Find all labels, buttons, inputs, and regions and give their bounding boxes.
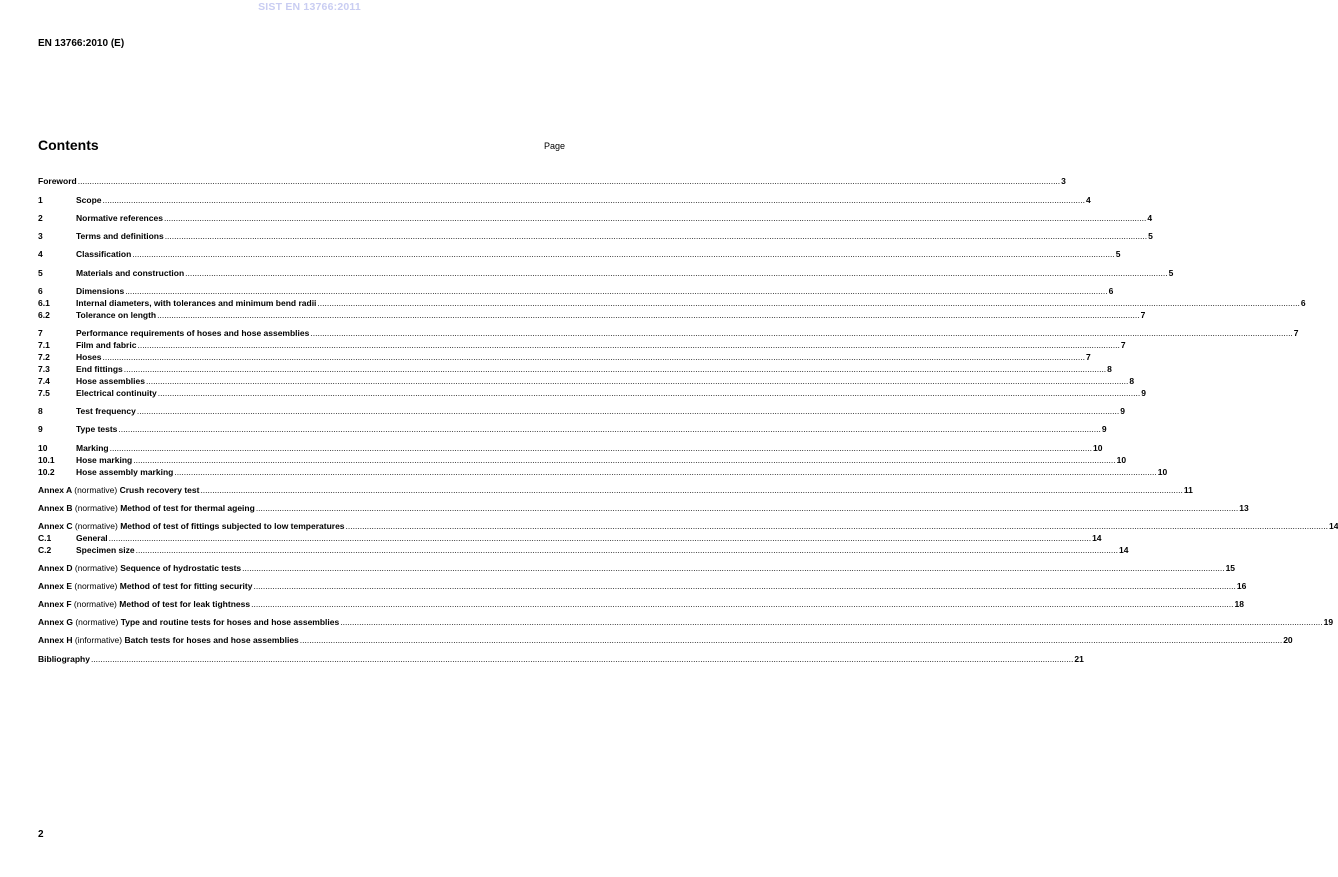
annex-type: (normative) <box>75 617 119 627</box>
annex-type: (normative) <box>74 485 118 495</box>
toc-entry-number: 3 <box>38 231 43 241</box>
dot-leader <box>157 310 1139 321</box>
dot-leader <box>133 455 1115 466</box>
toc-entry-number: 2 <box>38 213 43 223</box>
annex-label: Annex D <box>38 563 73 573</box>
toc-entry-page: 14 <box>1328 521 1338 531</box>
toc-entry-number: 7.3 <box>38 364 50 374</box>
toc-entry-number: 10.1 <box>38 455 55 465</box>
toc-entry-page: 10 <box>1093 443 1103 453</box>
dot-leader <box>136 545 1118 556</box>
toc-entry-page: 7 <box>1293 328 1299 338</box>
toc-entry[interactable] <box>38 340 1126 351</box>
dot-leader <box>146 376 1128 387</box>
annex-type: (normative) <box>74 503 118 513</box>
toc-entry-number: 1 <box>38 195 43 205</box>
toc-entry[interactable] <box>38 286 1114 297</box>
annex-title: Type and routine tests for hoses and hose assemblies <box>120 617 340 627</box>
annex-type: (normative) <box>74 581 118 591</box>
dot-leader <box>132 249 1114 260</box>
dot-leader <box>300 635 1282 646</box>
toc-entry-title <box>38 635 299 646</box>
toc-entry[interactable] <box>38 298 1306 309</box>
toc-entry-title: Hose assemblies <box>76 376 145 386</box>
toc-entry-title: Specimen size <box>76 545 135 555</box>
dot-leader <box>109 533 1091 544</box>
dot-leader <box>200 485 1182 496</box>
toc-entry-title <box>38 599 250 610</box>
toc-entry-page: 3 <box>1061 176 1066 186</box>
toc-entry-page: 10 <box>1116 455 1127 465</box>
toc-entry-title: Tolerance on length <box>76 310 157 320</box>
annex-label: Annex B <box>38 503 73 513</box>
toc-entry-page: 5 <box>1148 231 1153 241</box>
toc-entry-page: 9 <box>1141 388 1146 398</box>
toc-entry-page: 7 <box>1085 352 1091 362</box>
page-number: 2 <box>38 829 44 840</box>
toc-entry-title: General <box>76 533 108 543</box>
annex-title: Sequence of hydrostatic tests <box>120 563 242 573</box>
toc-entry[interactable] <box>38 545 1129 556</box>
toc-entry-title <box>38 485 199 496</box>
annex-type: (informative) <box>74 635 123 645</box>
dot-leader <box>137 340 1119 351</box>
annex-label: Annex F <box>38 599 72 609</box>
toc-entry-page: 20 <box>1283 635 1293 645</box>
toc-entry-page: 13 <box>1239 503 1249 513</box>
toc-entry[interactable] <box>38 485 1193 496</box>
toc-entry-title: Performance requirements of hoses and hose assemblies <box>76 328 310 338</box>
toc-entry-number: 7.2 <box>38 352 50 362</box>
dot-leader <box>253 581 1235 592</box>
toc-entry-title <box>38 563 241 574</box>
toc-entry[interactable] <box>38 231 1153 242</box>
toc-entry[interactable] <box>38 455 1127 466</box>
toc-entry-number: 8 <box>38 406 43 416</box>
dot-leader <box>251 599 1233 610</box>
toc-entry[interactable] <box>38 328 1299 339</box>
annex-label: Annex H <box>38 635 73 645</box>
toc-entry-title: Foreword <box>38 176 77 186</box>
toc-entry-number: 5 <box>38 268 43 278</box>
toc-entry-number: 7 <box>38 328 43 338</box>
toc-entry[interactable] <box>38 533 1102 544</box>
toc-entry-page: 14 <box>1119 545 1129 555</box>
dot-leader <box>124 364 1106 375</box>
dot-leader <box>185 268 1167 279</box>
dot-leader <box>125 286 1107 297</box>
toc-entry-page: 6 <box>1300 298 1306 308</box>
toc-entry-page: 4 <box>1147 213 1153 223</box>
toc-entry-title: Normative references <box>76 213 163 223</box>
toc-entry[interactable] <box>38 310 1146 321</box>
dot-leader <box>165 231 1147 242</box>
toc-entry-number: 10 <box>38 443 48 453</box>
annex-title: Method of test for fitting security <box>119 581 253 591</box>
toc-entry[interactable] <box>38 195 1091 206</box>
toc-entry[interactable] <box>38 563 1236 574</box>
toc-entry[interactable] <box>38 503 1249 514</box>
toc-entry-title: Electrical continuity <box>76 388 157 398</box>
toc-entry[interactable] <box>38 581 1247 592</box>
toc-entry-page: 8 <box>1129 376 1135 386</box>
dot-leader <box>110 443 1092 454</box>
dot-leader <box>158 388 1140 399</box>
toc-entry-title: Film and fabric <box>76 340 137 350</box>
toc-entry-page: 7 <box>1120 340 1126 350</box>
toc-entry[interactable] <box>38 388 1146 399</box>
toc-entry-title: Internal diameters, with tolerances and minimum bend radii <box>76 298 317 308</box>
toc-entry-title <box>38 503 255 514</box>
toc-entry-title <box>38 617 339 628</box>
page-column-label: Page <box>544 141 566 151</box>
toc-entry-number: 10.2 <box>38 467 55 477</box>
toc-entry-number: C.2 <box>38 545 52 555</box>
dot-leader <box>137 406 1119 417</box>
annex-title: Method of test for thermal ageing <box>120 503 255 513</box>
toc-entry-page: 5 <box>1168 268 1174 278</box>
toc-entry[interactable] <box>38 617 1334 628</box>
annex-label: Annex A <box>38 485 72 495</box>
dot-leader <box>118 424 1100 435</box>
toc-entry[interactable] <box>38 268 1174 279</box>
toc-entry[interactable] <box>38 406 1125 417</box>
toc-entry-page: 19 <box>1323 617 1334 627</box>
annex-label: Annex G <box>38 617 73 627</box>
toc-entry-number: 6.1 <box>38 298 50 308</box>
dot-leader <box>346 521 1328 532</box>
toc-entry[interactable] <box>38 352 1091 363</box>
toc-entry[interactable] <box>38 376 1135 387</box>
toc-entry-title: Hoses <box>76 352 102 362</box>
dot-leader <box>164 213 1146 224</box>
toc-entry[interactable] <box>38 521 1338 532</box>
toc-entry-title: Bibliography <box>38 654 90 664</box>
toc-entry-page: 8 <box>1107 364 1112 374</box>
dot-leader <box>310 328 1292 339</box>
annex-title: Crush recovery test <box>119 485 200 495</box>
toc-entry-page: 21 <box>1074 654 1084 664</box>
toc-entry-title: Test frequency <box>76 406 136 416</box>
dot-leader <box>317 298 1299 309</box>
toc-entry[interactable] <box>38 635 1293 646</box>
toc-entry-title: Hose marking <box>76 455 133 465</box>
document-id: EN 13766:2010 (E) <box>38 38 125 49</box>
toc-entry-page: 5 <box>1115 249 1121 259</box>
dot-leader <box>103 195 1085 206</box>
toc-entry-page: 6 <box>1108 286 1114 296</box>
toc-entry-number: 7.5 <box>38 388 50 398</box>
toc-entry-page: 9 <box>1101 424 1107 434</box>
annex-title: Method of test of fittings subjected to low temperatures <box>120 521 345 531</box>
toc-entry-title: Dimensions <box>76 286 125 296</box>
dot-leader <box>78 176 1060 187</box>
toc-entry[interactable] <box>38 443 1103 454</box>
toc-entry[interactable] <box>38 213 1153 224</box>
toc-entry-title: Classification <box>76 249 132 259</box>
toc-entry-number: 7.1 <box>38 340 50 350</box>
toc-entry-title: Terms and definitions <box>76 231 164 241</box>
toc-entry-number: 6 <box>38 286 43 296</box>
toc-entry-page: 16 <box>1236 581 1247 591</box>
dot-leader <box>174 467 1156 478</box>
dot-leader <box>242 563 1224 574</box>
toc-entry[interactable] <box>38 599 1244 610</box>
toc-entry-page: 4 <box>1085 195 1091 205</box>
toc-entry-title: Marking <box>76 443 109 453</box>
annex-type: (normative) <box>73 599 117 609</box>
toc-entry[interactable] <box>38 176 1066 187</box>
toc-entry-page: 18 <box>1234 599 1244 609</box>
annex-title: Batch tests for hoses and hose assemblies <box>124 635 299 645</box>
annex-title: Method of test for leak tightness <box>119 599 251 609</box>
toc-entry-number: 9 <box>38 424 43 434</box>
toc-entry[interactable] <box>38 654 1084 665</box>
toc-entry[interactable] <box>38 364 1112 375</box>
toc-entry-page: 11 <box>1183 485 1193 495</box>
dot-leader <box>340 617 1322 628</box>
toc-entry-number: 4 <box>38 249 43 259</box>
toc-entry-page: 10 <box>1157 467 1168 477</box>
toc-entry-title: End fittings <box>76 364 123 374</box>
toc-entry-page: 14 <box>1092 533 1102 543</box>
annex-type: (normative) <box>74 563 118 573</box>
toc-entry-number: C.1 <box>38 533 52 543</box>
dot-leader <box>103 352 1085 363</box>
toc-entry[interactable] <box>38 424 1107 435</box>
watermark: SIST EN 13766:2011 <box>258 1 361 13</box>
toc-entry[interactable] <box>38 249 1121 260</box>
toc-entry[interactable] <box>38 467 1168 478</box>
toc-entry-title <box>38 521 345 532</box>
toc-entry-title: Scope <box>76 195 102 205</box>
dot-leader <box>256 503 1238 514</box>
toc-entry-number: 6.2 <box>38 310 50 320</box>
toc-entry-title: Type tests <box>76 424 118 434</box>
toc-entry-title <box>38 581 252 592</box>
toc-entry-page: 15 <box>1225 563 1236 573</box>
annex-type: (normative) <box>74 521 118 531</box>
annex-label: Annex C <box>38 521 73 531</box>
toc-entry-page: 7 <box>1140 310 1146 320</box>
dot-leader <box>91 654 1073 665</box>
toc-entry-title: Materials and construction <box>76 268 185 278</box>
contents-title: Contents <box>38 137 99 153</box>
toc-entry-number: 7.4 <box>38 376 50 386</box>
annex-label: Annex E <box>38 581 73 591</box>
toc-entry-page: 9 <box>1120 406 1125 416</box>
toc-entry-title: Hose assembly marking <box>76 467 174 477</box>
